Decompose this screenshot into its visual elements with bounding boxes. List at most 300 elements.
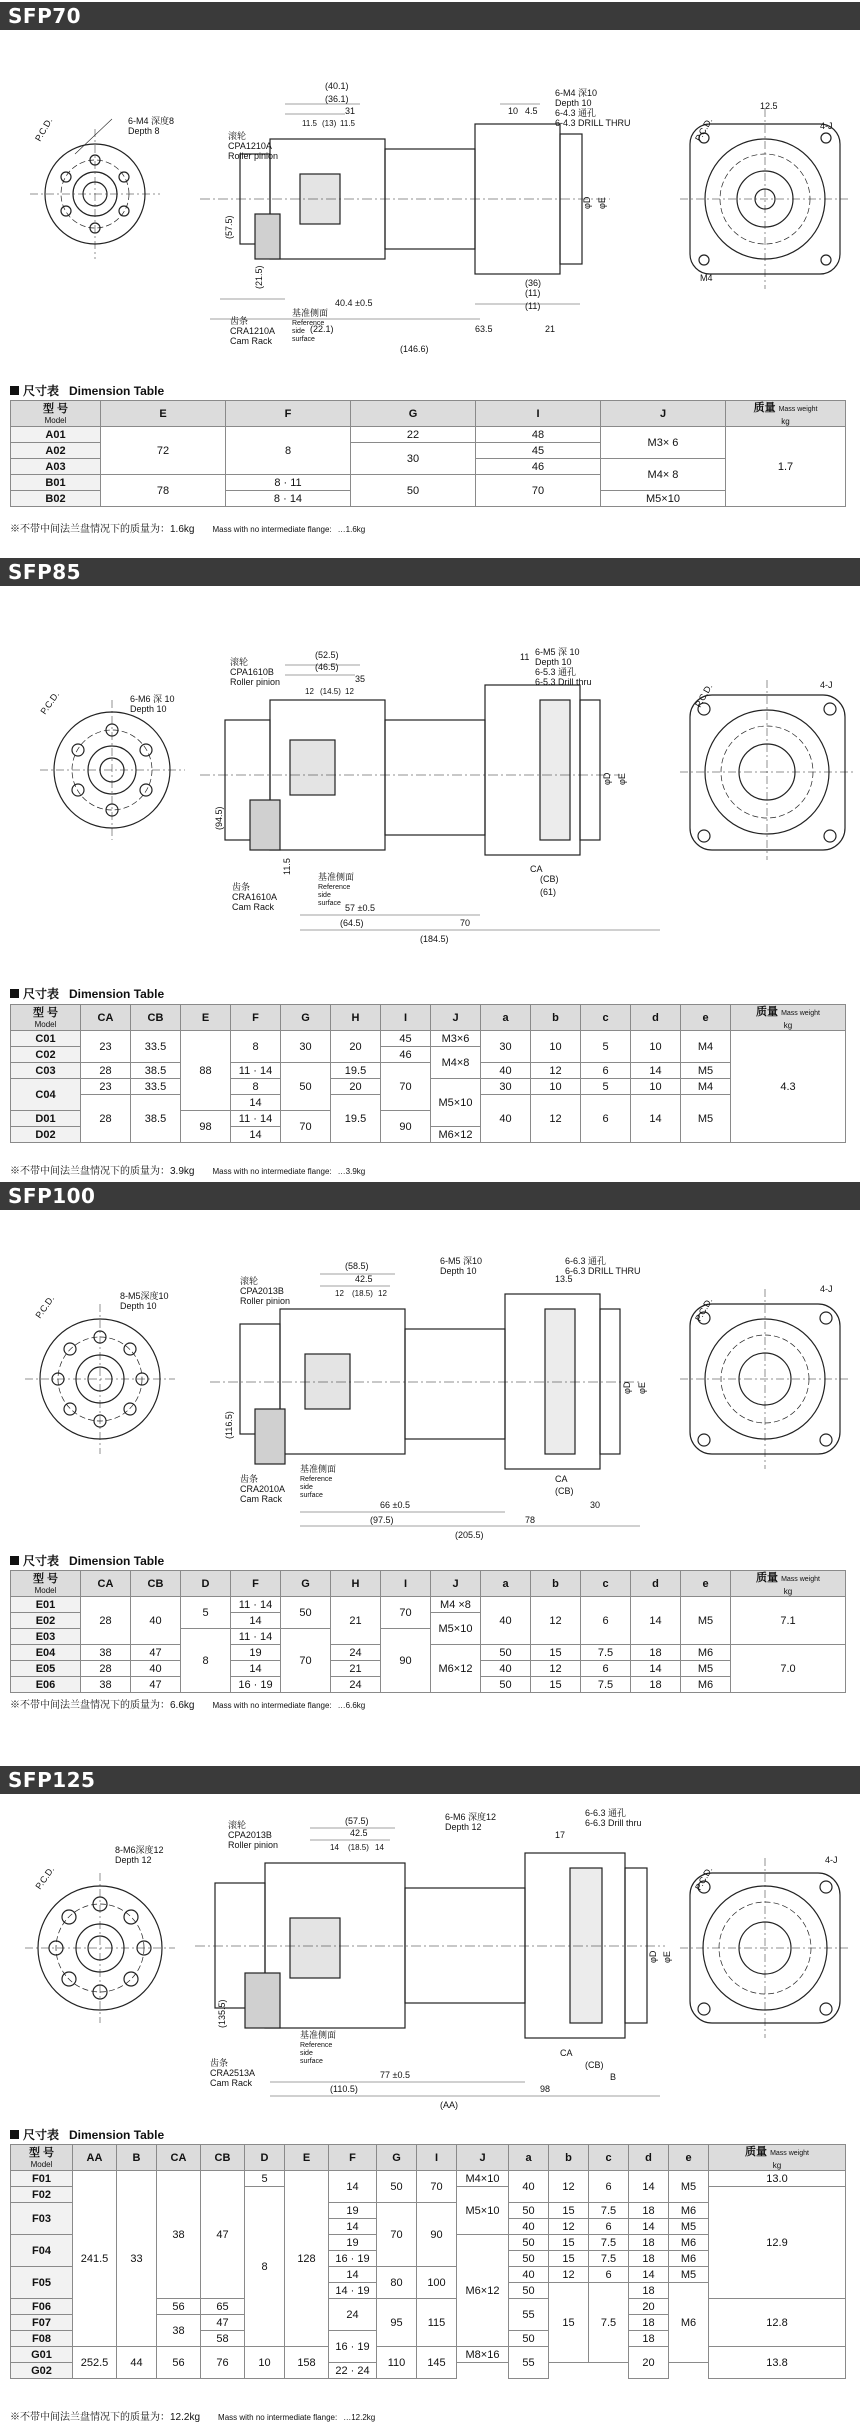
dim-label: 4-J	[825, 1855, 838, 1865]
dim-label: 4.5	[525, 106, 538, 116]
column-header: E	[181, 1005, 231, 1031]
table-cell: 15	[549, 2283, 589, 2363]
table-cell: A01	[11, 427, 101, 443]
table-cell: E03	[11, 1629, 81, 1645]
dim-label: (57.5)	[345, 1816, 369, 1826]
technical-drawing-svg	[0, 34, 860, 374]
dim-label: 12	[335, 1289, 344, 1298]
table-cell: M5×10	[431, 1613, 481, 1645]
drill-label-en: 6-6.3 DRILL THRU	[565, 1266, 641, 1276]
table-cell: 28	[81, 1661, 131, 1677]
table-cell: 47	[131, 1645, 181, 1661]
column-header: J	[601, 401, 726, 427]
table-cell: M4×10	[457, 2171, 509, 2187]
column-header: a	[481, 1005, 531, 1031]
pinion-label-cn: 滚轮	[230, 657, 249, 667]
table-cell: 40	[481, 1597, 531, 1645]
table-cell: F01	[11, 2171, 73, 2187]
drawing-sfp70	[0, 34, 860, 374]
table-cell: 40	[509, 2219, 549, 2235]
dim-label: 42.5	[355, 1274, 373, 1284]
column-header: G	[281, 1005, 331, 1031]
table-cell: 14	[629, 2267, 669, 2283]
dim-label: (11)	[525, 301, 541, 311]
table-cell: 50	[509, 2203, 549, 2219]
table-cell: 6	[581, 1063, 631, 1079]
holes2-label: 6-M4 深10	[555, 88, 598, 98]
table-cell: 12	[531, 1063, 581, 1079]
table-cell: 50	[281, 1597, 331, 1629]
table-cell: 14	[631, 1063, 681, 1079]
dim-label: 63.5	[475, 324, 493, 334]
table-cell: 18	[629, 2251, 669, 2267]
table-cell: 14	[629, 2219, 669, 2235]
dimension-table-sfp70	[10, 400, 846, 507]
dim-label: 12	[305, 687, 314, 696]
square-bullet-icon	[10, 989, 19, 998]
dim-label: 14	[330, 1843, 339, 1852]
table-cell: E02	[11, 1613, 81, 1629]
column-header: a	[481, 1571, 531, 1597]
dim-label: (21.5)	[254, 265, 264, 289]
square-bullet-icon	[10, 2130, 19, 2139]
table-cell: 40	[131, 1661, 181, 1677]
column-header: J	[457, 2145, 509, 2171]
column-header: CA	[157, 2145, 201, 2171]
ref-label-cn: 基准侧面	[318, 872, 355, 882]
table-cell: 40	[509, 2171, 549, 2203]
dimension-table-sfp125	[10, 2144, 846, 2379]
square-bullet-icon	[10, 386, 19, 395]
column-header: 质量 Mass weight kg	[731, 1571, 846, 1597]
dim-label: 35	[355, 674, 366, 684]
table-cell: 8	[231, 1079, 281, 1095]
table-cell: 5	[581, 1079, 631, 1095]
dim-label: (135.5)	[217, 1999, 227, 2028]
dim-label: 4-J	[820, 1284, 833, 1294]
table-cell: 15	[549, 2251, 589, 2267]
dim-label: (18.5)	[348, 1843, 369, 1852]
table-cell: 16 · 19	[231, 1677, 281, 1693]
table-cell: 30	[281, 1031, 331, 1063]
drill-label-cn: 6-6.3 通孔	[585, 1808, 627, 1818]
table-cell: M6	[669, 2283, 709, 2363]
dim-label: (184.5)	[420, 934, 449, 944]
table-cell: 90	[417, 2203, 457, 2267]
column-header: CB	[201, 2145, 245, 2171]
column-header: d	[631, 1005, 681, 1031]
drawing-sfp85	[0, 590, 860, 950]
dim-label: (13)	[322, 119, 337, 128]
table-cell: 252.5	[73, 2347, 117, 2379]
dim-label: 21	[545, 324, 556, 334]
dim-label: CA	[555, 1474, 568, 1484]
table-cell: 18	[631, 1645, 681, 1661]
dim-label: (22.1)	[310, 324, 334, 334]
table-cell: 44	[117, 2347, 157, 2379]
table-cell: 46	[476, 459, 601, 475]
column-header: b	[531, 1005, 581, 1031]
table-cell: 88	[181, 1031, 231, 1111]
table-cell: 1.7	[726, 427, 846, 507]
section-title: SFP85	[0, 558, 860, 586]
pinion-code: CPA2013B	[228, 1830, 272, 1840]
table-cell: 50	[509, 2251, 549, 2267]
ref-label-en2: side	[318, 892, 331, 899]
table-cell: 90	[381, 1629, 431, 1693]
ref-label-en3: surface	[300, 1492, 323, 1499]
column-header: b	[531, 1571, 581, 1597]
dim-label: (110.5)	[330, 2084, 358, 2094]
table-cell: 38	[81, 1677, 131, 1693]
column-header: c	[581, 1571, 631, 1597]
table-cell: 19	[231, 1645, 281, 1661]
column-header: 型 号 Model	[11, 1571, 81, 1597]
dim-label: 42.5	[350, 1828, 368, 1838]
rack-label-en: Cam Rack	[210, 2078, 253, 2088]
table-cell: 14	[329, 2219, 377, 2235]
table-cell: 45	[476, 443, 601, 459]
table-cell: M6×12	[457, 2235, 509, 2347]
dim-label: 78	[525, 1515, 536, 1525]
pinion-label-en: Roller pinion	[228, 151, 279, 161]
table-cell: 50	[509, 2331, 549, 2347]
rack-label-en: Cam Rack	[232, 902, 275, 912]
table-cell: F05	[11, 2267, 73, 2299]
ref-label-en2: side	[300, 2050, 313, 2057]
dim-label: B	[610, 2072, 617, 2082]
holes-depth-label: Depth 12	[115, 1855, 152, 1865]
table-cell: 33	[117, 2171, 157, 2347]
table-cell: 10	[531, 1079, 581, 1095]
table-cell: M3× 6	[601, 427, 726, 459]
dim-label: 11.5	[282, 858, 292, 875]
table-cell: A03	[11, 459, 101, 475]
table-cell: 6	[581, 1661, 631, 1677]
rack-label-cn: 齿条	[230, 316, 249, 326]
table-cell: D02	[11, 1127, 81, 1143]
column-header: B	[117, 2145, 157, 2171]
drawing-sfp100	[0, 1214, 860, 1544]
column-header: a	[509, 2145, 549, 2171]
column-header: 型 号 Model	[11, 2145, 73, 2171]
table-cell: M6	[669, 2203, 709, 2219]
table-cell: 7.0	[731, 1645, 846, 1693]
table-cell: 33.5	[131, 1031, 181, 1063]
table-title: 尺寸表 Dimension Table	[10, 2126, 164, 2143]
table-cell: F06	[11, 2299, 73, 2315]
dim-label: (36.1)	[325, 94, 349, 104]
dimension-table-sfp85	[10, 1004, 846, 1143]
table-cell: 5	[581, 1031, 631, 1063]
dim-label: φE	[662, 1951, 672, 1963]
column-header: J	[431, 1005, 481, 1031]
table-cell: M6×12	[431, 1645, 481, 1693]
table-cell: M6×12	[431, 1127, 481, 1143]
pinion-code: CPA2013B	[240, 1286, 284, 1296]
column-header: I	[381, 1005, 431, 1031]
rack-label-cn: 齿条	[240, 1474, 259, 1484]
table-cell: M4	[681, 1079, 731, 1095]
table-cell: F07	[11, 2315, 73, 2331]
table-row	[11, 2171, 846, 2187]
table-cell: 8 · 14	[226, 491, 351, 507]
column-header: G	[351, 401, 476, 427]
table-cell: E01	[11, 1597, 81, 1613]
table-cell: 11 · 14	[231, 1063, 281, 1079]
table-cell: 18	[629, 2283, 669, 2299]
ref-label-en1: Reference	[300, 1476, 333, 1483]
column-header: e	[681, 1005, 731, 1031]
dim-label: 30	[590, 1500, 601, 1510]
table-cell: 12	[531, 1597, 581, 1645]
column-header: AA	[73, 2145, 117, 2171]
drill-label-cn: 6-4.3 通孔	[555, 108, 597, 118]
table-cell: 7.5	[589, 2203, 629, 2219]
table-cell: 50	[481, 1645, 531, 1661]
table-cell: 10	[531, 1031, 581, 1063]
technical-drawing-svg	[0, 590, 860, 950]
table-cell: 10	[631, 1031, 681, 1063]
column-header: G	[377, 2145, 417, 2171]
table-cell: C03	[11, 1063, 81, 1079]
dim-label: (64.5)	[340, 918, 364, 928]
dim-label: 13.5	[555, 1274, 573, 1284]
table-cell: 11 · 14	[231, 1111, 281, 1127]
dim-label: (94.5)	[214, 806, 224, 830]
table-cell: M5	[681, 1661, 731, 1677]
dim-label: φD	[602, 772, 612, 785]
table-cell: 15	[549, 2203, 589, 2219]
column-header: I	[476, 401, 601, 427]
table-cell: 13.8	[709, 2347, 846, 2379]
table-cell: 40	[481, 1063, 531, 1079]
table-cell: M6	[681, 1677, 731, 1693]
holes-depth-label: Depth 10	[120, 1301, 157, 1311]
table-cell: 28	[81, 1063, 131, 1079]
table-cell: 20	[629, 2347, 669, 2379]
table-cell: 38	[81, 1645, 131, 1661]
column-header: 型 号 Model	[11, 401, 101, 427]
ref-label-en2: side	[300, 1484, 313, 1491]
pinion-code: CPA1610B	[230, 667, 274, 677]
section-sfp100	[0, 1182, 860, 1210]
table-cell: 33.5	[131, 1079, 181, 1095]
column-header: H	[331, 1005, 381, 1031]
table-cell: 19.5	[331, 1063, 381, 1079]
holes2-label: 6-M5 深 10	[535, 647, 580, 657]
column-header: 型 号 Model	[11, 1005, 81, 1031]
table-cell: 145	[417, 2347, 457, 2379]
ref-label-en2: side	[292, 328, 305, 335]
holes-depth-label: Depth 10	[130, 704, 167, 714]
table-cell: 48	[476, 427, 601, 443]
table-cell: 28	[81, 1095, 131, 1143]
table-cell: 50	[351, 475, 476, 507]
holes-label: 8-M5深度10	[120, 1291, 169, 1301]
table-cell: 70	[381, 1063, 431, 1111]
table-cell: M4 ×8	[431, 1597, 481, 1613]
table-cell: 8	[181, 1629, 231, 1693]
mass-note: ※不带中间法兰盘情况下的质量为：1.6kg Mass with no intermediate flange: …1.6kg	[10, 524, 366, 535]
table-cell: F08	[11, 2331, 73, 2347]
table-cell: M5×10	[457, 2187, 509, 2235]
column-header: E	[285, 2145, 329, 2171]
dim-label: (97.5)	[370, 1515, 394, 1525]
column-header: d	[629, 2145, 669, 2171]
rack-code: CRA2010A	[240, 1484, 286, 1494]
table-cell: 14	[631, 1095, 681, 1143]
table-cell: C01	[11, 1031, 81, 1047]
table-cell: B02	[11, 491, 101, 507]
table-cell: 98	[181, 1111, 231, 1143]
table-cell: M3×6	[431, 1031, 481, 1047]
pcd-label-right: P.C.D.	[693, 116, 715, 143]
table-cell: 11 · 14	[231, 1629, 281, 1645]
dim-label: 14	[375, 1843, 384, 1852]
table-cell: 10	[245, 2347, 285, 2379]
table-cell: 12	[549, 2267, 589, 2283]
drill-label-en: 6-6.3 Drill thru	[585, 1818, 642, 1828]
table-cell: E04	[11, 1645, 81, 1661]
section-sfp85	[0, 558, 860, 586]
pcd-label: P.C.D.	[33, 1293, 57, 1321]
column-header: d	[631, 1571, 681, 1597]
table-cell: 90	[381, 1111, 431, 1143]
column-header: I	[381, 1571, 431, 1597]
table-cell: M5	[681, 1063, 731, 1079]
table-cell: M5	[669, 2219, 709, 2235]
table-cell: 55	[509, 2299, 549, 2331]
drawing-sfp125	[0, 1798, 860, 2118]
table-cell: 47	[131, 1677, 181, 1693]
table-cell: 21	[331, 1597, 381, 1645]
table-title: 尺寸表 Dimension Table	[10, 382, 164, 399]
dim-label: 40.4 ±0.5	[335, 298, 373, 308]
drill-label-en: 6-4.3 DRILL THRU	[555, 118, 631, 128]
table-cell: M4× 8	[601, 459, 726, 491]
dim-label: 4-J	[820, 121, 833, 131]
holes-depth-label: Depth 8	[128, 126, 160, 136]
drill-label-cn: 6-6.3 通孔	[565, 1256, 607, 1266]
table-cell: 19	[329, 2235, 377, 2251]
rack-label-en: Cam Rack	[240, 1494, 283, 1504]
table-cell: 14	[329, 2267, 377, 2283]
ref-label-en1: Reference	[292, 320, 325, 327]
column-header: CA	[81, 1005, 131, 1031]
dim-label: 66 ±0.5	[380, 1500, 410, 1510]
table-cell: 21	[331, 1661, 381, 1677]
dim-label: 12	[345, 687, 354, 696]
table-cell: M5×10	[431, 1079, 481, 1127]
dim-label: 4-J	[820, 680, 833, 690]
table-cell: 6	[581, 1597, 631, 1645]
table-cell: 80	[377, 2267, 417, 2299]
table-cell: M5	[669, 2171, 709, 2203]
column-header: H	[331, 1571, 381, 1597]
table-cell: 30	[481, 1079, 531, 1095]
table-cell: C02	[11, 1047, 81, 1063]
table-cell: 56	[157, 2299, 201, 2315]
ref-label-en3: surface	[292, 336, 315, 343]
ref-label-cn: 基准侧面	[292, 308, 329, 318]
table-title: 尺寸表 Dimension Table	[10, 985, 164, 1002]
column-header: c	[589, 2145, 629, 2171]
table-cell: 19	[329, 2203, 377, 2219]
table-cell: G01	[11, 2347, 73, 2363]
table-cell: 38.5	[131, 1095, 181, 1143]
holes2-depth: Depth 12	[445, 1822, 482, 1832]
table-cell: 7.5	[589, 2235, 629, 2251]
table-title: 尺寸表 Dimension Table	[10, 1552, 164, 1569]
table-cell: 8 · 11	[226, 475, 351, 491]
table-cell: 7.5	[589, 2251, 629, 2267]
mass-note: ※不带中间法兰盘情况下的质量为：12.2kg Mass with no intermediate flange: …12.2kg	[10, 2412, 376, 2423]
table-cell: 20	[331, 1079, 381, 1095]
ref-label-en3: surface	[318, 900, 341, 907]
pcd-label: P.C.D.	[38, 689, 62, 717]
table-cell: 30	[351, 443, 476, 475]
dim-label: CA	[560, 2048, 573, 2058]
table-cell: 22	[351, 427, 476, 443]
dim-label: (61)	[540, 887, 557, 897]
dim-label: (14.5)	[320, 687, 341, 696]
table-cell: 7.1	[731, 1597, 846, 1645]
rack-code: CRA1610A	[232, 892, 278, 902]
holes-label: 8-M6深度12	[115, 1845, 164, 1855]
drill-label-cn: 6-5.3 通孔	[535, 667, 577, 677]
table-cell: 58	[201, 2331, 245, 2347]
table-cell: 7.5	[589, 2283, 629, 2363]
column-header: CB	[131, 1005, 181, 1031]
table-cell: 13.0	[709, 2171, 846, 2187]
dim-label: 10	[508, 106, 519, 116]
table-cell: 24	[331, 1677, 381, 1693]
table-cell: M6	[669, 2251, 709, 2267]
table-cell: 6	[589, 2219, 629, 2235]
table-cell: 12.9	[709, 2187, 846, 2299]
table-cell: 70	[377, 2203, 417, 2267]
table-cell: 4.3	[731, 1031, 846, 1143]
table-cell: 23	[81, 1031, 131, 1063]
technical-drawing-svg	[0, 1798, 860, 2118]
table-cell: 158	[285, 2347, 329, 2379]
table-cell: 70	[476, 475, 601, 507]
table-cell: 11 · 14	[231, 1597, 281, 1613]
column-header: CA	[81, 1571, 131, 1597]
table-cell: M5	[669, 2267, 709, 2283]
pinion-label-cn: 滚轮	[240, 1276, 259, 1286]
table-cell: F04	[11, 2235, 73, 2267]
table-cell: 5	[181, 1597, 231, 1629]
dim-label: (18.5)	[352, 1289, 373, 1298]
column-header: F	[329, 2145, 377, 2171]
table-cell: 14	[631, 1597, 681, 1645]
table-cell: 50	[509, 2283, 549, 2299]
mass-note: ※不带中间法兰盘情况下的质量为：6.6kg Mass with no intermediate flange: …6.6kg	[10, 1700, 366, 1711]
holes2-depth: Depth 10	[555, 98, 592, 108]
dim-label: 57 ±0.5	[345, 903, 375, 913]
dim-label: CA	[530, 864, 543, 874]
table-cell: 14	[631, 1661, 681, 1677]
pinion-label-en: Roller pinion	[240, 1296, 291, 1306]
pcd-label: P.C.D.	[33, 1864, 57, 1892]
dim-label: φD	[622, 1381, 632, 1394]
dim-label: (46.5)	[315, 662, 339, 672]
table-cell: 46	[381, 1047, 431, 1063]
table-cell: 12.8	[709, 2299, 846, 2347]
table-cell: 7.5	[581, 1677, 631, 1693]
